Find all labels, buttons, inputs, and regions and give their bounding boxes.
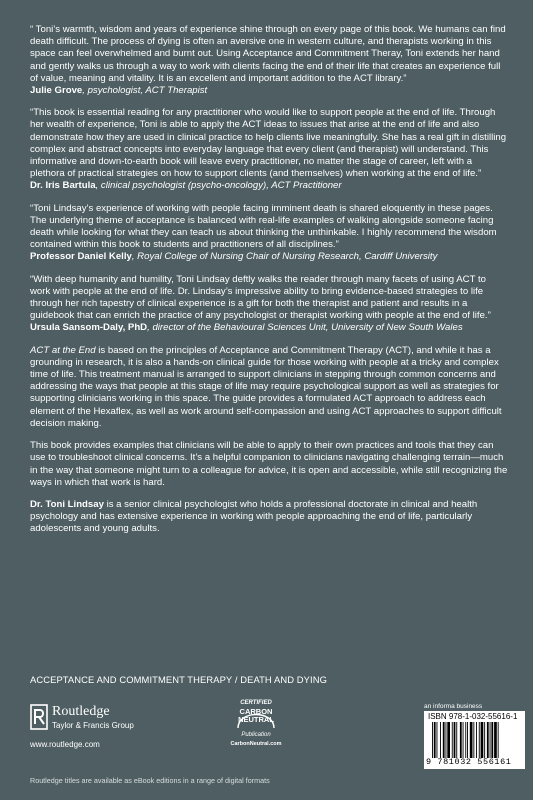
- endorser-name: Ursula Sansom-Daly, PhD: [30, 322, 148, 334]
- endorsement-1: [30, 24, 508, 97]
- description-paragraph-1: [30, 345, 508, 430]
- book-title: ACT at the End: [30, 344, 96, 356]
- routledge-mark-icon: [30, 704, 48, 730]
- author-bio: [30, 499, 508, 536]
- description-text: is based on the principles of Acceptance and Commitment Therapy (ACT), and while it has a grounding in research, it is also a hands-on clinical guide for those working with people at a tricky and complex time of life. This treatment manual is arranged to support clinicians in stepping through common concerns and addressing the ways that people at this stage of life may require psychological support as well as strategies for supporting clinicians working in this space. The guide provides a formulated ACT approach to address each element of the Hexaflex, as well as work around self-compassion and using ACT approaches to support difficult decision making.: [30, 344, 502, 429]
- publisher-url[interactable]: www.routledge.com: [30, 740, 100, 749]
- endorser-name: Professor Daniel Kelly: [30, 251, 132, 263]
- carbon-certified-label: CERTIFIED: [240, 700, 272, 706]
- description-paragraph-2: This book provides examples that clinicians will be able to apply to their own practices and tools that they can use to troubleshoot clinical concerns. It’s a helpful companion to clinicians navigating challenging terrain—much in the way that someone might turn to a colleague for advice, it is open and accessible, while still recognizing the ways in which that work is hard.: [30, 440, 508, 488]
- endorser-role: , director of the Behavioural Sciences Unit, University of New South Wales: [147, 322, 463, 334]
- carbon-site-label: CarbonNeutral.com: [230, 741, 282, 747]
- endorsement-quote: “This book is essential reading for any practitioner who would like to support people at the end of life. Through her wealth of experience, Toni is able to apply the ACT ideas to issues that arise at the end of life and also demonstrate how they are used in clinical practice to help clients live meaningfully. She has a real gift in distilling complex and abstract concepts into everyday language that every client (and therapist) will understand. This informative and down-to-earth book will leave every practitioner, no matter the stage of career, left with a plethora of practical strategies on how to support clients (and themselves) when working at the end of life.”: [30, 107, 507, 180]
- carbon-neutral-badge: [228, 700, 284, 756]
- endorsement-quote: “Toni Lindsay’s experience of working with people facing imminent death is shared eloquently in these pages. The underlying theme of acceptance is balanced with real-life examples of walking alongside someone facing death while looking for what they can teach us about thinking the unthinkable. I highly recommend the wisdom contained within this book to students and practitioners of all disciplines.”: [30, 202, 497, 251]
- author-bio-text: is a senior clinical psychologist who holds a professional doctorate in clinical and health psychology and has extensive experience in working with people approaching the end of life, particularly adolescents and young adults.: [30, 498, 478, 535]
- endorser-name: Julie Grove: [30, 85, 83, 97]
- endorser-name: Dr. Iris Bartula: [30, 180, 96, 192]
- endorsement-2: [30, 107, 508, 192]
- endorsement-quote: “With deep humanity and humility, Toni Lindsay deftly walks the reader through many facets of using ACT to work with people at the end of life. Dr. Lindsay’s impressive ability to bring evidence-based strategies to life through her rich tapestry of clinical experience is a gift for both the therapist and patient and results in a guidebook that can enrich the practice of any psychologist or therapist working with people at the end of life.”: [30, 273, 491, 322]
- endorsement-3: [30, 203, 508, 264]
- informa-label: an informa business: [424, 703, 483, 710]
- barcode-digits: 9 781032 556161: [426, 757, 512, 767]
- ebook-availability-note: Routledge titles are available as eBook editions in a range of digital formats: [30, 776, 270, 785]
- subject-category: ACCEPTANCE AND COMMITMENT THERAPY / DEATH AND DYING: [30, 674, 327, 685]
- isbn-number: ISBN 978-1-032-55616-1: [428, 712, 518, 721]
- back-cover-text: [30, 24, 508, 546]
- endorsement-attribution: [30, 322, 508, 334]
- endorsement-attribution: [30, 85, 508, 97]
- carbon-neutral-label: [228, 708, 284, 723]
- isbn-barcode: [424, 711, 525, 769]
- carbon-line-1: CARBON: [239, 707, 273, 716]
- endorser-role: , psychologist, ACT Therapist: [82, 85, 208, 97]
- endorsement-attribution: [30, 251, 508, 263]
- publisher-group: Taylor & Francis Group: [52, 721, 134, 730]
- carbon-publication-label: Publication: [241, 732, 271, 738]
- barcode-bars-icon: [432, 722, 522, 758]
- endorsement-4: [30, 274, 508, 335]
- publisher-name: Routledge: [52, 704, 110, 719]
- endorsement-quote: “ Toni’s warmth, wisdom and years of experience shine through on every page of this book. We humans can find death difficult. The process of dying is often an aversive one in western culture, and therapists working in this space can feel overwhelmed and burnt out. Using Acceptance and Commitment Theray, Toni extends her hand and gently walks us through a way to work with clients facing the end of their life that creates an experience full of value, meaning and vitality. It is an excellent and important addition to the ACT library.”: [30, 24, 506, 84]
- endorser-role: , Royal College of Nursing Chair of Nursing Research, Cardiff University: [131, 251, 438, 263]
- author-name: Dr. Toni Lindsay: [30, 498, 104, 510]
- endorser-role: , clinical psychologist (psycho-oncology), ACT Practitioner: [95, 180, 342, 192]
- endorsement-attribution: [30, 180, 508, 192]
- publisher-logo: [30, 702, 210, 748]
- carbon-line-2: NEUTRAL: [238, 714, 274, 724]
